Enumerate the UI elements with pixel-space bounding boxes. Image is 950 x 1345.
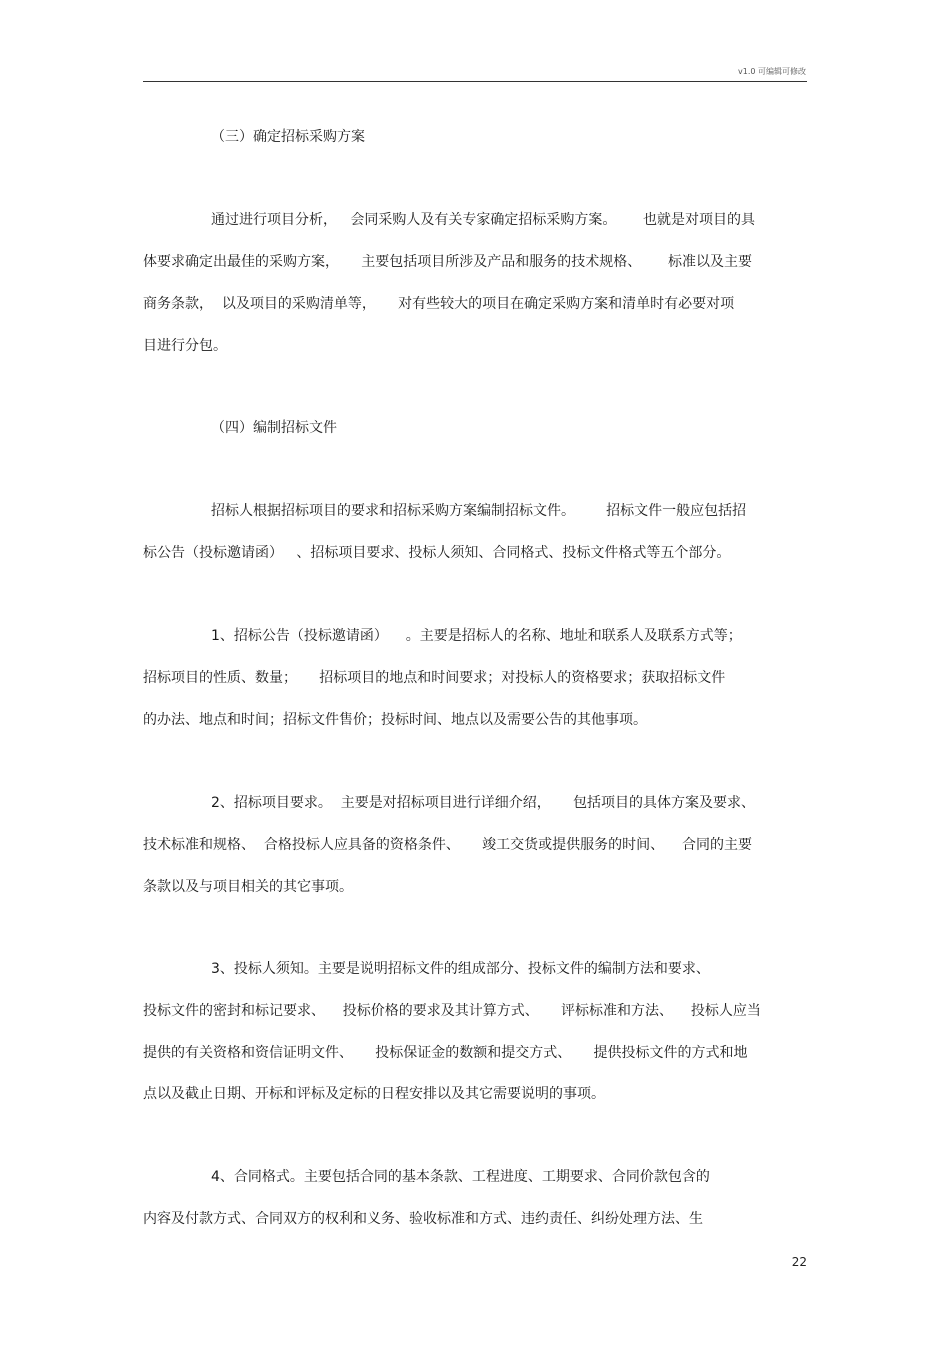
paragraph-line: 商务条款， 以及项目的采购清单等， 对有些较大的项目在确定采购方案和清单时有必要对项 (143, 296, 735, 312)
section-heading-3: （三）确定招标采购方案 (211, 129, 365, 145)
paragraph-line: 1、招标公告（投标邀请函） 。主要是招标人的名称、地址和联系人及联系方式等； (211, 628, 742, 644)
paragraph-line: 体要求确定出最佳的采购方案， 主要包括项目所涉及产品和服务的技术规格、 标准以及主要 (143, 254, 752, 270)
paragraph-line: 通过进行项目分析， 会同采购人及有关专家确定招标采购方案。 也就是对项目的具 (211, 212, 756, 228)
paragraph-line: 标公告（投标邀请函） 、招标项目要求、投标人须知、合同格式、投标文件格式等五个部分。 (143, 545, 731, 561)
header-rule (143, 81, 807, 82)
paragraph-line: 2、招标项目要求。 主要是对招标项目进行详细介绍， 包括项目的具体方案及要求、 (211, 795, 756, 811)
paragraph-line: 点以及截止日期、开标和评标及定标的日程安排以及其它需要说明的事项。 (143, 1086, 605, 1102)
paragraph-line: 技术标准和规格、 合格投标人应具备的资格条件、 竣工交货或提供服务的时间、 合同的主要 (143, 837, 752, 853)
paragraph-line: 的办法、地点和时间；招标文件售价；投标时间、地点以及需要公告的其他事项。 (143, 712, 647, 728)
paragraph-line: 4、合同格式。主要包括合同的基本条款、工程进度、工期要求、合同价款包含的 (211, 1169, 710, 1185)
paragraph-line: 目进行分包。 (143, 338, 227, 354)
paragraph-line: 内容及付款方式、合同双方的权利和义务、验收标准和方式、违约责任、纠纷处理方法、生 (143, 1211, 703, 1227)
version-label: v1.0 可编辑可修改 (738, 67, 806, 76)
paragraph-line: 招标项目的性质、数量； 招标项目的地点和时间要求；对投标人的资格要求；获取招标文件 (143, 670, 726, 686)
paragraph-line: 投标文件的密封和标记要求、 投标价格的要求及其计算方式、 评标标准和方法、 投标人应当 (143, 1003, 761, 1019)
paragraph-line: 3、投标人须知。主要是说明招标文件的组成部分、投标文件的编制方法和要求、 (211, 961, 710, 977)
page-number: 22 (791, 1255, 807, 1269)
paragraph-line: 条款以及与项目相关的其它事项。 (143, 879, 353, 895)
section-heading-4: （四）编制招标文件 (211, 420, 337, 436)
paragraph-line: 招标人根据招标项目的要求和招标采购方案编制招标文件。 招标文件一般应包括招 (211, 503, 747, 519)
paragraph-line: 提供的有关资格和资信证明文件、 投标保证金的数额和提交方式、 提供投标文件的方式和地 (143, 1045, 748, 1061)
